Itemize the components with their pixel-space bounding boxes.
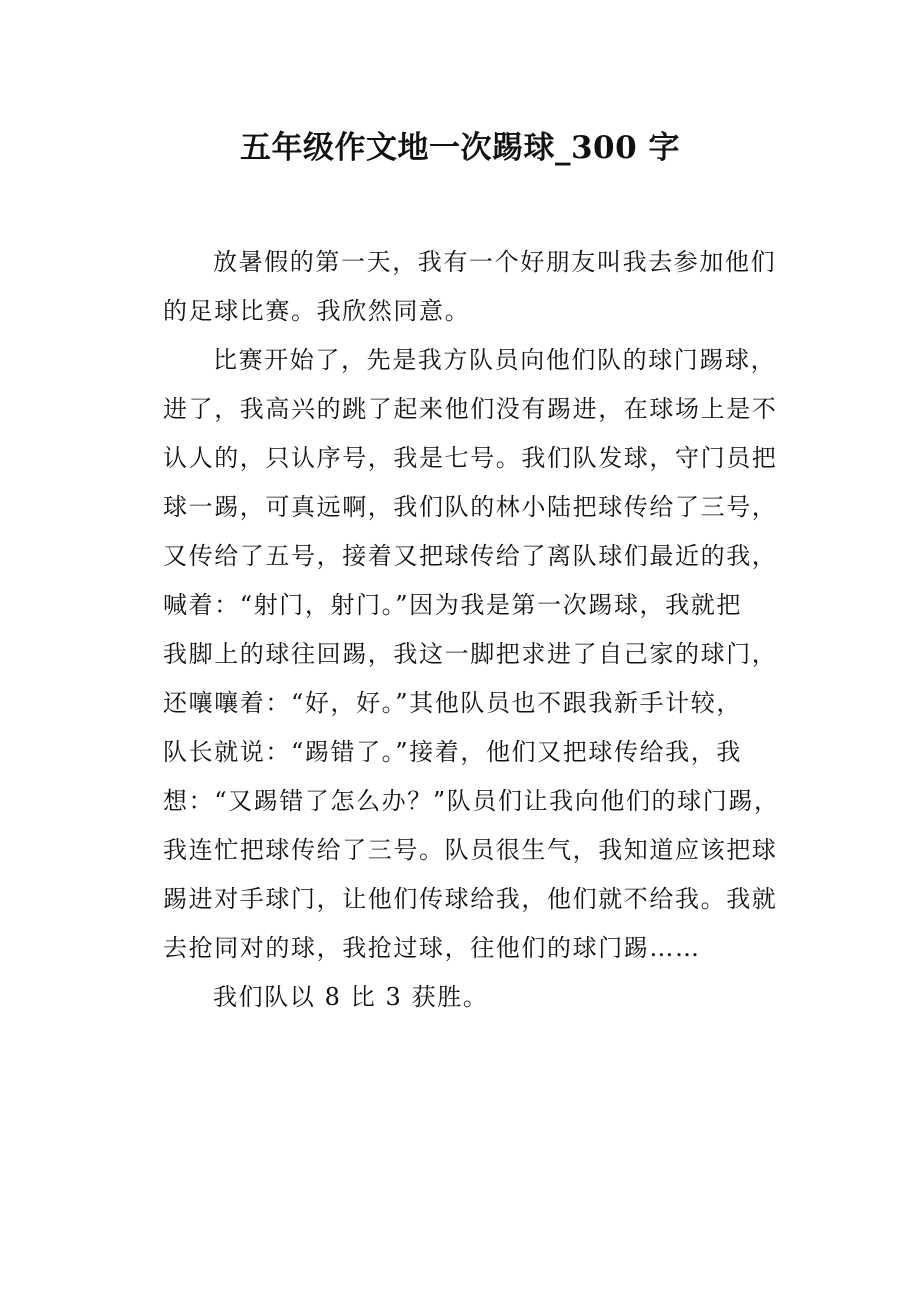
paragraph-line: 我脚上的球往回踢，我这一脚把求进了自己家的球门， <box>163 640 778 668</box>
paragraph-line: 还嚷嚷着：“好，好。”其他队员也不跟我新手计较， <box>163 689 742 717</box>
paragraph-line: 又传给了五号，接着又把球传给了离队球们最近的我， <box>163 542 778 570</box>
paragraph-line: 踢进对手球门，让他们传球给我，他们就不给我。我就 <box>163 885 778 913</box>
paragraph-line: 我连忙把球传给了三号。队员很生气，我知道应该把球 <box>163 836 778 864</box>
essay-body <box>163 238 780 1022</box>
paragraph-line: 放暑假的第一天，我有一个好朋友叫我去参加他们 <box>213 248 777 276</box>
paragraph-line: 的足球比赛。我欣然同意。 <box>163 297 471 325</box>
paragraph-line: 想：“又踢错了怎么办？”队员们让我向他们的球门踢， <box>163 787 780 815</box>
paragraph-line: 我们队以 8 比 3 获胜。 <box>213 983 489 1011</box>
paragraph-line: 进了，我高兴的跳了起来他们没有踢进，在球场上是不 <box>163 395 778 423</box>
document-title: 五年级作文地一次踢球_300 字 <box>239 130 680 166</box>
paragraph-line: 比赛开始了，先是我方队员向他们队的球门踢球， <box>213 346 777 374</box>
paragraph-line: 队长就说：“踢错了。”接着，他们又把球传给我，我 <box>163 738 742 766</box>
paragraph-line: 球一踢，可真远啊，我们队的林小陆把球传给了三号， <box>163 493 778 521</box>
paragraph-line: 认人的，只认序号，我是七号。我们队发球，守门员把 <box>163 444 778 472</box>
paragraph-line: 喊着：“射门，射门。”因为我是第一次踢球，我就把 <box>163 591 742 619</box>
paragraph-line: 去抢同对的球，我抢过球，往他们的球门踢…… <box>163 934 701 962</box>
